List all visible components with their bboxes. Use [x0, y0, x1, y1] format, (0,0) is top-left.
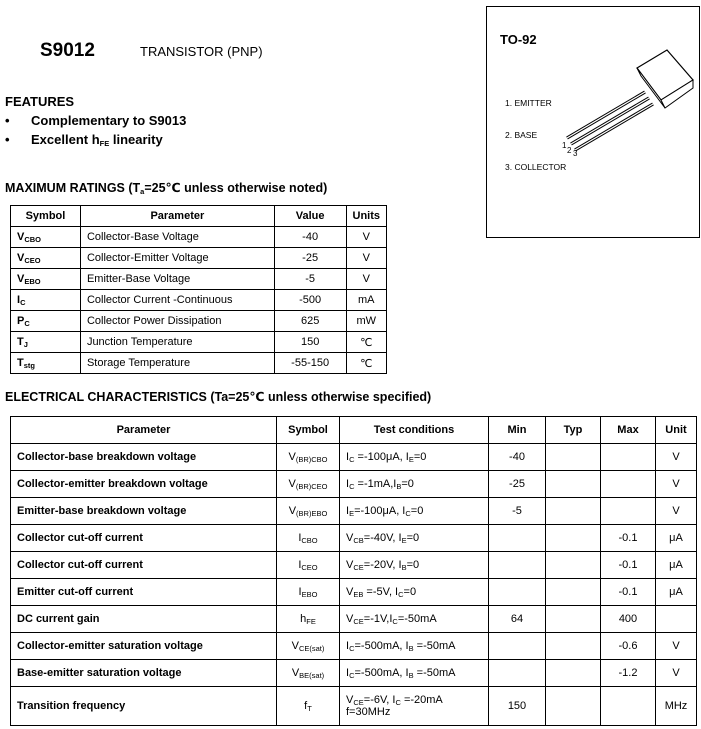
value-cell: 625: [274, 311, 346, 332]
table-row: [11, 471, 697, 498]
unit-cell: μA: [656, 552, 697, 579]
max-ratings-heading: MAXIMUM RATINGS ($T_a=25℃$ unless otherwise noted): [5, 181, 328, 196]
parameter-cell: Collector-Base Voltage: [80, 227, 274, 248]
table-row: [11, 227, 387, 248]
symbol-subscript: FE: [306, 617, 316, 626]
col-min: Min: [489, 417, 546, 444]
symbol-cell: ICEO: [277, 552, 340, 579]
symbol-subscript: stg: [23, 361, 35, 370]
condition-cell: [340, 633, 489, 660]
unit-cell: μA: [656, 579, 697, 606]
table-row: [11, 353, 387, 374]
symbol-cell: ICBO: [277, 525, 340, 552]
condition-line: f=30MHz: [346, 706, 391, 718]
parameter-cell: Collector cut-off current: [11, 525, 277, 552]
table-row: [11, 687, 697, 726]
table-row: [11, 525, 697, 552]
condition-subscript: B: [396, 482, 402, 491]
symbol-subscript: CEO: [24, 256, 41, 265]
condition-line: IC=-500mA, IB =-50mA: [346, 640, 456, 653]
table-header-row: [11, 206, 387, 227]
col-symbol: Symbol: [277, 417, 340, 444]
condition-line: IC =-100μA, IE=0: [346, 451, 427, 464]
symbol-cell: VEBO: [11, 269, 81, 290]
unit-cell: V: [346, 248, 387, 269]
symbol-subscript: J: [23, 340, 28, 349]
unit-cell: V: [656, 633, 697, 660]
parameter-cell: Collector Current -Continuous: [80, 290, 274, 311]
features-heading: FEATURES: [5, 94, 75, 109]
col-unit: Unit: [656, 417, 697, 444]
symbol-subscript: T: [307, 704, 312, 713]
parameter-cell: Collector-emitter saturation voltage: [11, 633, 277, 660]
symbol-cell: IEBO: [277, 579, 340, 606]
condition-line: VCB=-40V, IE=0: [346, 532, 420, 545]
table-row: [11, 633, 697, 660]
table-row: [11, 332, 387, 353]
parameter-cell: Junction Temperature: [80, 332, 274, 353]
symbol-cell: V(BR)CBO: [277, 444, 340, 471]
condition-cell: [340, 471, 489, 498]
condition-subscript: CB: [353, 536, 364, 545]
symbol-subscript: BE(sat): [299, 671, 325, 680]
condition-subscript: C: [392, 617, 398, 626]
symbol-subscript: CE(sat): [298, 644, 325, 653]
feature-text: Complementary to S9013: [31, 113, 187, 128]
condition-subscript: C: [349, 455, 355, 464]
symbol-cell: IC: [11, 290, 81, 311]
symbol-cell: VCE(sat): [277, 633, 340, 660]
symbol-cell: Tstg: [11, 353, 81, 374]
col-test-conditions: Test conditions: [340, 417, 489, 444]
col-typ: Typ: [546, 417, 601, 444]
pin-number-3: 3: [573, 149, 578, 158]
value-cell: -25: [274, 248, 346, 269]
condition-subscript: E: [401, 536, 407, 545]
symbol-subscript: CEO: [301, 563, 318, 572]
typ-cell: [546, 471, 601, 498]
parameter-cell: Transition frequency: [11, 687, 277, 726]
typ-cell: [546, 687, 601, 726]
condition-cell: [340, 498, 489, 525]
col-value: Value: [274, 206, 346, 227]
part-number: S9012: [40, 40, 95, 61]
symbol-cell: PC: [11, 311, 81, 332]
typ-cell: [546, 606, 601, 633]
condition-subscript: EB: [353, 590, 364, 599]
parameter-cell: Base-emitter saturation voltage: [11, 660, 277, 687]
value-cell: 150: [274, 332, 346, 353]
symbol-subscript: CBO: [301, 536, 318, 545]
symbol-subscript: (BR)CBO: [295, 455, 328, 464]
package-name: TO-92: [500, 32, 537, 47]
table-row: [11, 248, 387, 269]
max-cell: [601, 444, 656, 471]
symbol-subscript: EBO: [301, 590, 318, 599]
min-cell: [489, 579, 546, 606]
min-cell: [489, 552, 546, 579]
parameter-cell: Collector Power Dissipation: [80, 311, 274, 332]
min-cell: 150: [489, 687, 546, 726]
symbol-subscript: C: [20, 298, 26, 307]
unit-cell: mA: [346, 290, 387, 311]
condition-subscript: C: [349, 671, 355, 680]
unit-cell: [656, 606, 697, 633]
table-row: [11, 311, 387, 332]
feature-text: Excellent $h_{FE}$ linearity: [31, 132, 163, 148]
condition-subscript: B: [408, 671, 414, 680]
symbol-subscript: CBO: [24, 235, 42, 244]
max-cell: [601, 471, 656, 498]
condition-cell: [340, 444, 489, 471]
unit-cell: V: [346, 269, 387, 290]
condition-cell: [340, 579, 489, 606]
unit-cell: V: [656, 660, 697, 687]
min-cell: [489, 660, 546, 687]
condition-cell: [340, 552, 489, 579]
min-cell: -25: [489, 471, 546, 498]
condition-subscript: C: [395, 698, 401, 707]
table-row: [11, 498, 697, 525]
parameter-cell: DC current gain: [11, 606, 277, 633]
col-units: Units: [346, 206, 387, 227]
table-row: [11, 444, 697, 471]
min-cell: 64: [489, 606, 546, 633]
parameter-cell: Collector-base breakdown voltage: [11, 444, 277, 471]
max-cell: [601, 498, 656, 525]
symbol-subscript: EBO: [24, 277, 41, 286]
typ-cell: [546, 660, 601, 687]
value-cell: -500: [274, 290, 346, 311]
condition-subscript: C: [349, 644, 355, 653]
symbol-subscript: (BR)EBO: [296, 509, 328, 518]
condition-subscript: CE: [353, 563, 364, 572]
condition-cell: [340, 687, 489, 726]
unit-cell: mW: [346, 311, 387, 332]
parameter-cell: Emitter-Base Voltage: [80, 269, 274, 290]
part-description: TRANSISTOR (PNP): [140, 44, 263, 59]
max-ratings-table: [10, 205, 387, 374]
condition-line: IE=-100μA, IC=0: [346, 505, 424, 518]
symbol-cell: VBE(sat): [277, 660, 340, 687]
min-cell: [489, 633, 546, 660]
condition-line: VCE=-20V, IB=0: [346, 559, 420, 572]
symbol-cell: hFE: [277, 606, 340, 633]
max-cell: -0.1: [601, 552, 656, 579]
typ-cell: [546, 633, 601, 660]
min-cell: [489, 525, 546, 552]
min-cell: -40: [489, 444, 546, 471]
pin-emitter-label: 1. EMITTER: [505, 98, 552, 108]
condition-subscript: CE: [353, 698, 364, 707]
max-cell: -0.1: [601, 579, 656, 606]
unit-cell: V: [656, 471, 697, 498]
pin-number-1: 1: [562, 141, 567, 150]
parameter-cell: Emitter-base breakdown voltage: [11, 498, 277, 525]
typ-cell: [546, 498, 601, 525]
symbol-cell: V(BR)EBO: [277, 498, 340, 525]
table-row: [11, 269, 387, 290]
table-row: [11, 579, 697, 606]
condition-line: IC=-500mA, IB =-50mA: [346, 667, 456, 680]
unit-cell: ℃: [346, 353, 387, 374]
value-cell: -55-150: [274, 353, 346, 374]
col-symbol: Symbol: [11, 206, 81, 227]
condition-subscript: C: [349, 482, 355, 491]
symbol-subscript: C: [24, 319, 30, 328]
pin-number-2: 2: [567, 146, 572, 155]
symbol-cell: fT: [277, 687, 340, 726]
symbol-subscript: (BR)CEO: [295, 482, 328, 491]
table-row: [11, 552, 697, 579]
pin-base-label: 2. BASE: [505, 130, 538, 140]
table-row: [11, 290, 387, 311]
condition-subscript: E: [349, 509, 355, 518]
value-cell: -5: [274, 269, 346, 290]
condition-line: IC =-1mA,IB=0: [346, 478, 414, 491]
unit-cell: MHz: [656, 687, 697, 726]
max-cell: -0.1: [601, 525, 656, 552]
bullet-dot: •: [5, 113, 10, 128]
condition-subscript: C: [405, 509, 411, 518]
typ-cell: [546, 579, 601, 606]
col-parameter: Parameter: [11, 417, 277, 444]
symbol-cell: VCEO: [11, 248, 81, 269]
condition-subscript: CE: [353, 617, 364, 626]
typ-cell: [546, 444, 601, 471]
condition-line: VCE=-1V,IC=-50mA: [346, 613, 437, 626]
pin-collector-label: 3. COLLECTOR: [505, 162, 567, 172]
unit-cell: V: [346, 227, 387, 248]
parameter-cell: Collector-emitter breakdown voltage: [11, 471, 277, 498]
col-max: Max: [601, 417, 656, 444]
electrical-table: [10, 416, 697, 726]
unit-cell: V: [656, 444, 697, 471]
condition-cell: [340, 660, 489, 687]
parameter-cell: Emitter cut-off current: [11, 579, 277, 606]
parameter-cell: Storage Temperature: [80, 353, 274, 374]
max-cell: -0.6: [601, 633, 656, 660]
condition-subscript: C: [398, 590, 404, 599]
typ-cell: [546, 525, 601, 552]
bullet-dot: •: [5, 132, 10, 147]
unit-cell: V: [656, 498, 697, 525]
value-cell: -40: [274, 227, 346, 248]
condition-subscript: B: [408, 644, 414, 653]
condition-subscript: B: [401, 563, 407, 572]
max-cell: 400: [601, 606, 656, 633]
parameter-cell: Collector-Emitter Voltage: [80, 248, 274, 269]
condition-line: VCE=-6V, IC =-20mA: [346, 694, 443, 707]
condition-cell: [340, 525, 489, 552]
electrical-heading: ELECTRICAL CHARACTERISTICS (Ta=25℃ unless otherwise specified): [5, 390, 432, 404]
table-row: [11, 660, 697, 687]
parameter-cell: Collector cut-off current: [11, 552, 277, 579]
typ-cell: [546, 552, 601, 579]
to92-package-drawing: [555, 40, 695, 165]
table-row: [11, 606, 697, 633]
min-cell: -5: [489, 498, 546, 525]
condition-subscript: E: [408, 455, 414, 464]
table-header-row: [11, 417, 697, 444]
max-cell: [601, 687, 656, 726]
unit-cell: ℃: [346, 332, 387, 353]
col-parameter: Parameter: [80, 206, 274, 227]
max-cell: -1.2: [601, 660, 656, 687]
symbol-cell: V(BR)CEO: [277, 471, 340, 498]
symbol-cell: TJ: [11, 332, 81, 353]
unit-cell: μA: [656, 525, 697, 552]
condition-line: VEB =-5V, IC=0: [346, 586, 417, 599]
symbol-cell: VCBO: [11, 227, 81, 248]
condition-cell: [340, 606, 489, 633]
